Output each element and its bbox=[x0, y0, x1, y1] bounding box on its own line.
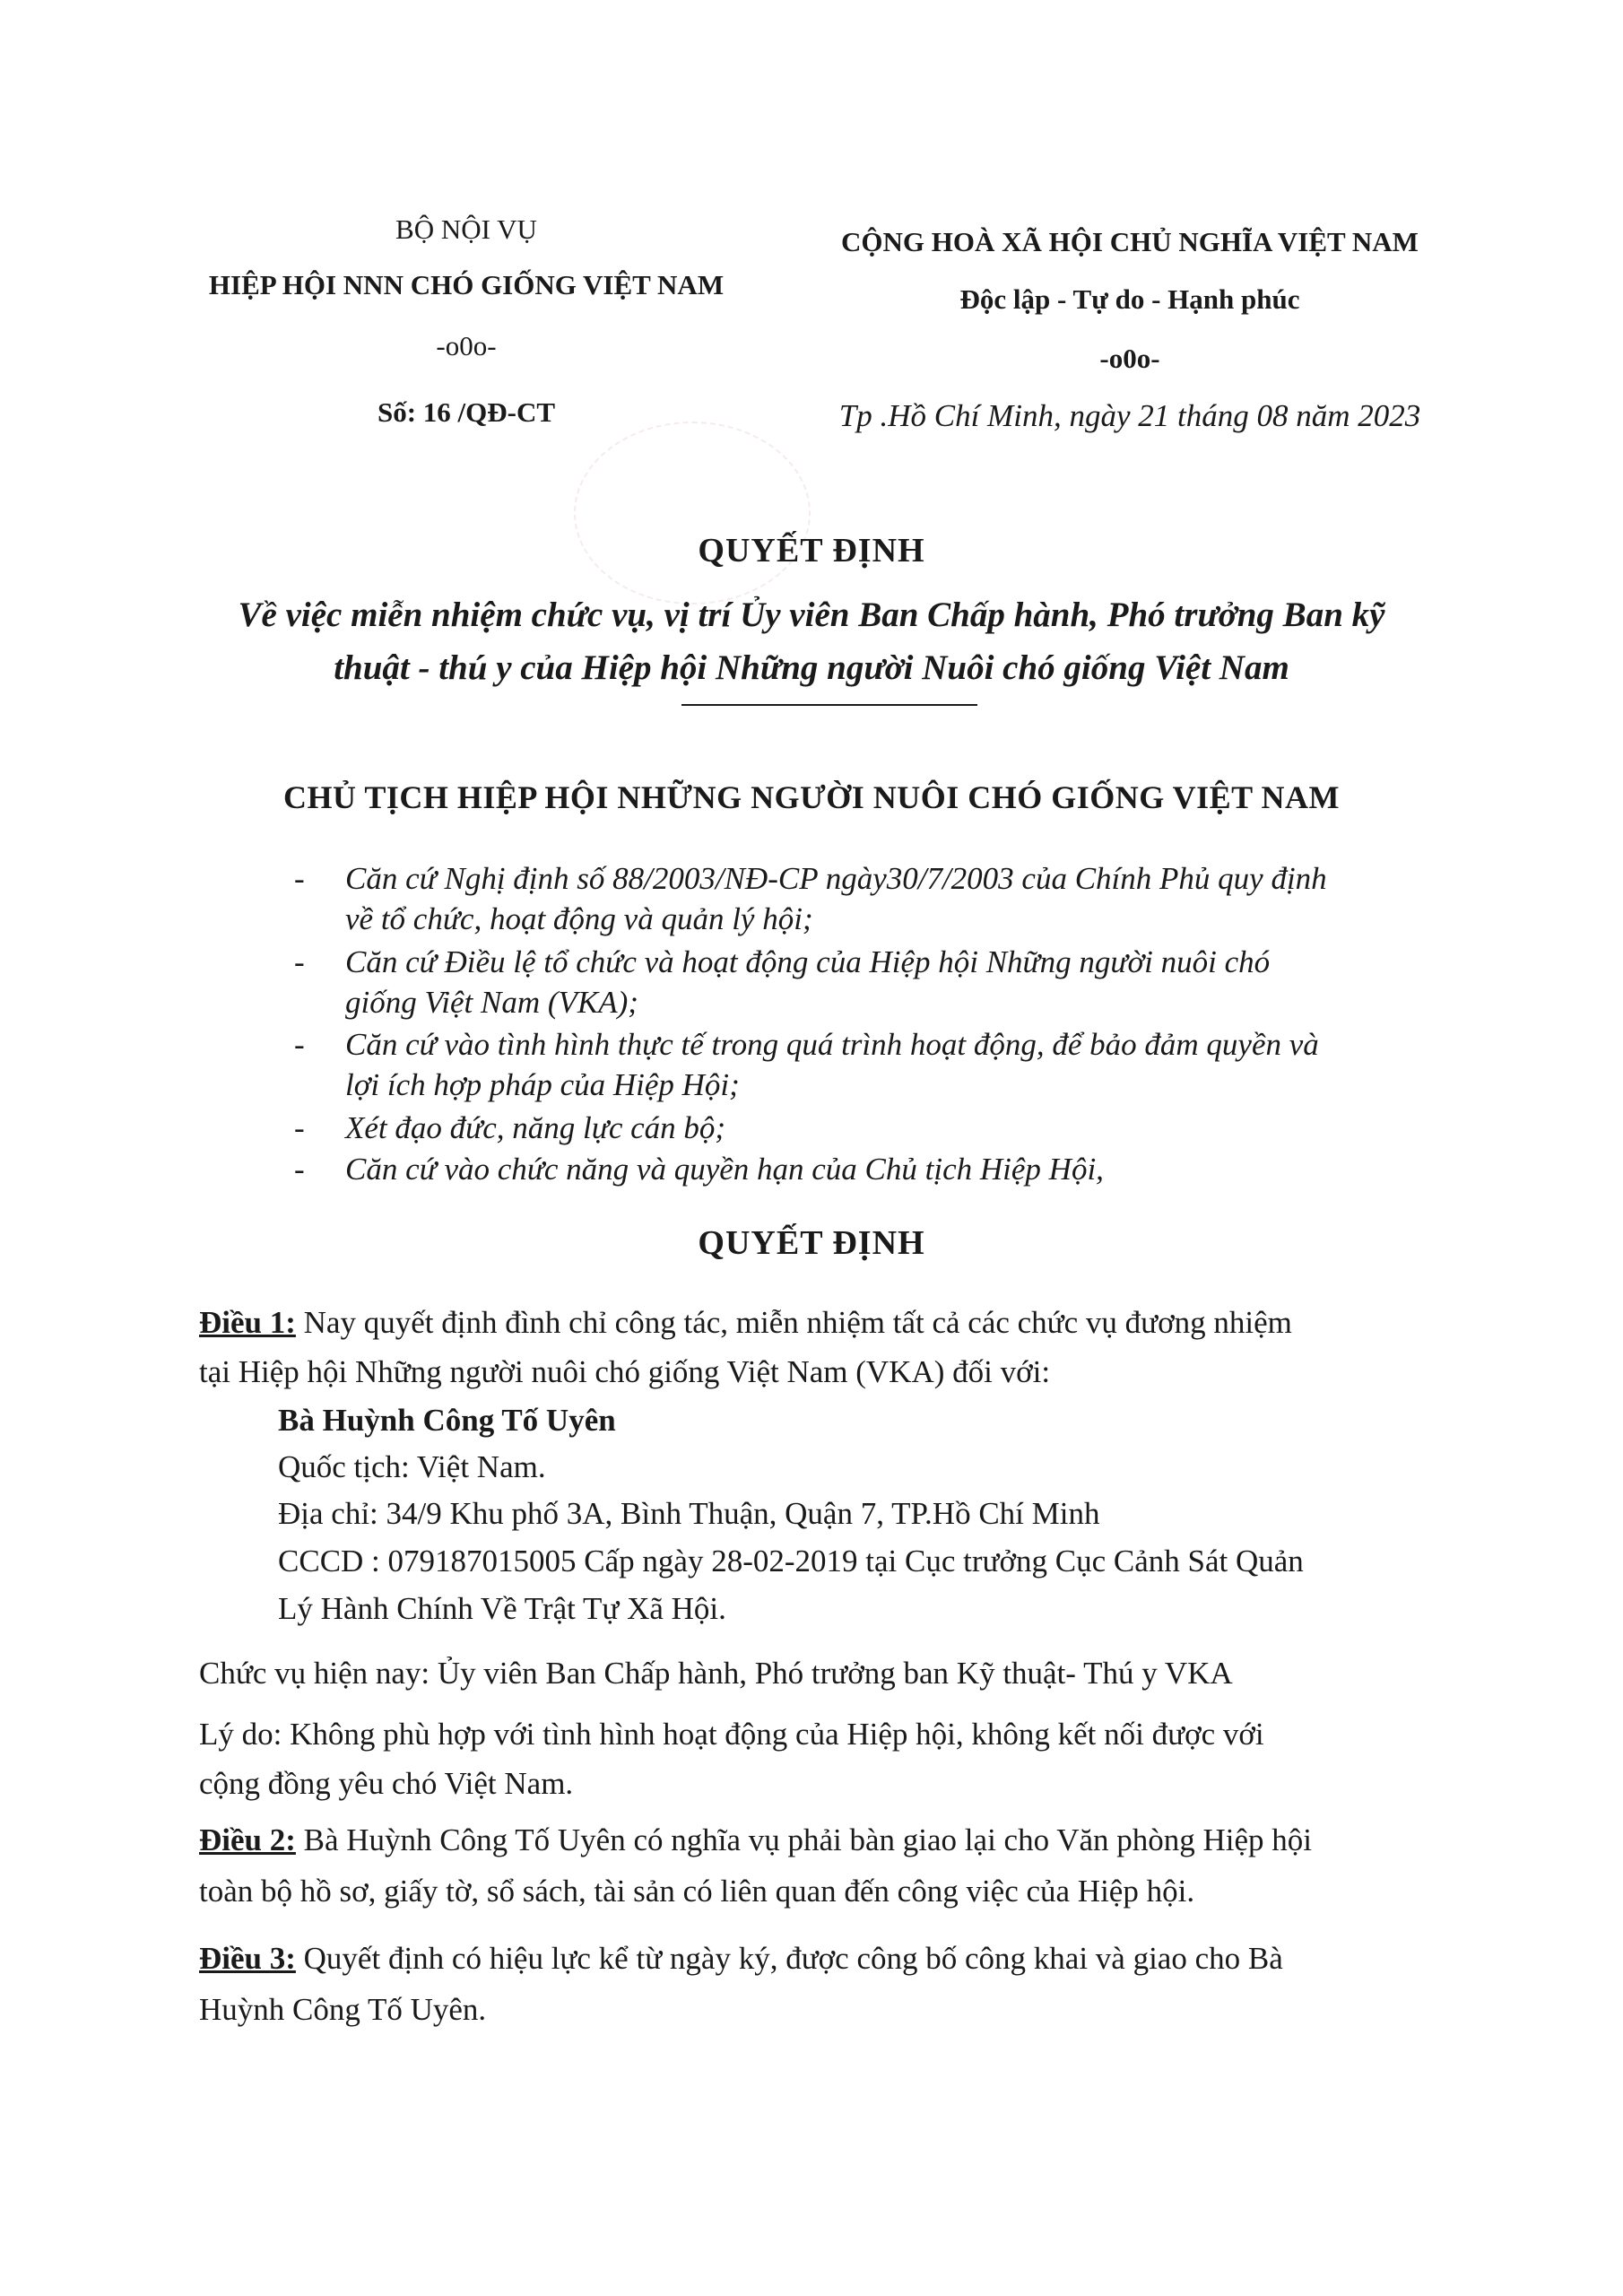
document-title: QUYẾT ĐỊNH bbox=[698, 532, 925, 570]
basis-item-3-line-2: lợi ích hợp pháp của Hiệp Hội; bbox=[345, 1067, 740, 1102]
reason-line-1: Lý do: Không phù hợp với tình hình hoạt động của Hiệp hội, không kết nối được với bbox=[199, 1717, 1264, 1752]
article-2-line-2: toàn bộ hồ sơ, giấy tờ, sổ sách, tài sản có liên quan đến công việc của Hiệp hội. bbox=[199, 1874, 1195, 1909]
subtitle-line-2: thuật - thú y của Hiệp hội Những người Nuôi chó giống Việt Nam bbox=[334, 648, 1289, 687]
article-3-text: Quyết định có hiệu lực kể từ ngày ký, được công bố công khai và giao cho Bà bbox=[295, 1941, 1283, 1976]
article-2-label: Điều 2: bbox=[199, 1822, 296, 1857]
place-and-date: Tp .Hồ Chí Minh, ngày 21 tháng 08 năm 2023 bbox=[838, 398, 1421, 433]
basis-item-2-line-2: giống Việt Nam (VKA); bbox=[345, 985, 638, 1020]
basis-item-5: Căn cứ vào chức năng và quyền hạn của Chủ tịch Hiệp Hội, bbox=[345, 1152, 1104, 1187]
faint-stamp-mark bbox=[574, 422, 811, 604]
basis-bullet: - bbox=[294, 861, 305, 896]
article-1-line-1 bbox=[199, 1305, 1292, 1341]
basis-bullet: - bbox=[294, 1110, 305, 1145]
ministry-name: BỘ NỘI VỤ bbox=[395, 213, 537, 245]
issuer-title: CHỦ TỊCH HIỆP HỘI NHỮNG NGƯỜI NUÔI CHÓ GIỐNG VIỆT NAM bbox=[283, 779, 1340, 815]
person-id-line-2: Lý Hành Chính Về Trật Tự Xã Hội. bbox=[278, 1591, 726, 1626]
basis-item-1-line-1: Căn cứ Nghị định số 88/2003/NĐ-CP ngày30/7/2003 của Chính Phủ quy định bbox=[345, 861, 1327, 896]
basis-item-1-line-2: về tổ chức, hoạt động và quản lý hội; bbox=[345, 901, 813, 936]
article-2-line-1 bbox=[199, 1822, 1312, 1858]
left-separator: -o0o- bbox=[436, 330, 497, 361]
current-position: Chức vụ hiện nay: Ủy viên Ban Chấp hành, Phó trưởng ban Kỹ thuật- Thú y VKA bbox=[199, 1656, 1233, 1691]
basis-bullet: - bbox=[294, 1152, 305, 1187]
basis-bullet: - bbox=[294, 1027, 305, 1062]
basis-bullet: - bbox=[294, 944, 305, 979]
article-1-label: Điều 1: bbox=[199, 1305, 296, 1340]
basis-item-4: Xét đạo đức, năng lực cán bộ; bbox=[345, 1110, 726, 1145]
association-name: HIỆP HỘI NNN CHÓ GIỐNG VIỆT NAM bbox=[208, 269, 725, 300]
republic-name: CỘNG HOÀ XÃ HỘI CHỦ NGHĨA VIỆT NAM bbox=[841, 226, 1419, 257]
article-2-text: Bà Huỳnh Công Tố Uyên có nghĩa vụ phải bàn giao lại cho Văn phòng Hiệp hội bbox=[295, 1822, 1313, 1857]
document-number: Số: 16 /QĐ-CT bbox=[377, 396, 556, 428]
basis-item-3-line-1: Căn cứ vào tình hình thực tế trong quá trình hoạt động, để bảo đảm quyền và bbox=[345, 1027, 1319, 1062]
basis-item-2-line-1: Căn cứ Điều lệ tổ chức và hoạt động của Hiệp hội Những người nuôi chó bbox=[345, 944, 1271, 979]
person-address: Địa chỉ: 34/9 Khu phố 3A, Bình Thuận, Quận 7, TP.Hồ Chí Minh bbox=[278, 1496, 1100, 1531]
person-name: Bà Huỳnh Công Tố Uyên bbox=[278, 1403, 616, 1438]
subtitle-line-1: Về việc miễn nhiệm chức vụ, vị trí Ủy viên Ban Chấp hành, Phó trưởng Ban kỹ bbox=[238, 596, 1385, 634]
article-1-line-2: tại Hiệp hội Những người nuôi chó giống Việt Nam (VKA) đối với: bbox=[199, 1354, 1051, 1389]
article-3-line-2: Huỳnh Công Tố Uyên. bbox=[199, 1992, 487, 2027]
article-1-text: Nay quyết định đình chỉ công tác, miễn nhiệm tất cả các chức vụ đương nhiệm bbox=[295, 1305, 1292, 1340]
person-nationality: Quốc tịch: Việt Nam. bbox=[278, 1449, 546, 1484]
decision-heading: QUYẾT ĐỊNH bbox=[698, 1224, 925, 1262]
person-id-line-1: CCCD : 079187015005 Cấp ngày 28-02-2019 tại Cục trưởng Cục Cảnh Sát Quản bbox=[278, 1544, 1304, 1578]
title-underline-divider bbox=[681, 704, 977, 706]
national-motto: Độc lập - Tự do - Hạnh phúc bbox=[959, 283, 1300, 315]
article-3-label: Điều 3: bbox=[199, 1941, 296, 1976]
reason-line-2: cộng đồng yêu chó Việt Nam. bbox=[199, 1766, 574, 1801]
right-separator: -o0o- bbox=[1099, 343, 1160, 374]
article-3-line-1 bbox=[199, 1941, 1283, 1977]
